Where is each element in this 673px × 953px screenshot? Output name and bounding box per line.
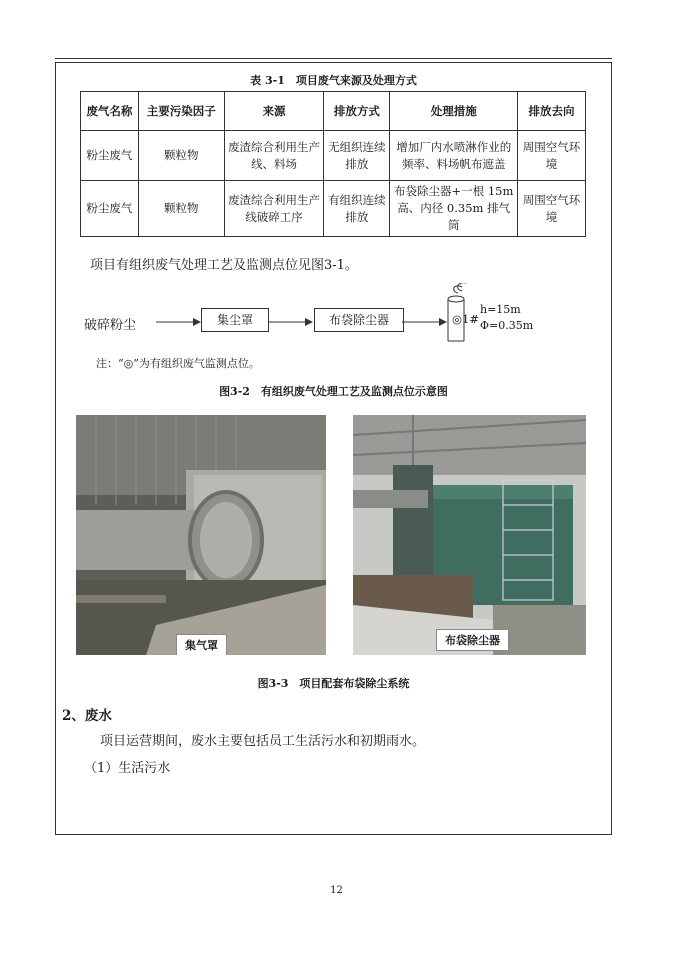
table-cell: 无组织连续排放 — [324, 131, 390, 181]
table-cell: 粉尘废气 — [81, 181, 139, 237]
table-cell: 颗粒物 — [138, 181, 224, 237]
table-row — [81, 131, 586, 181]
header-cell: 主要污染因子 — [138, 92, 224, 131]
table-cell: 增加厂内水喷淋作业的频率、料场帆布遮盖 — [390, 131, 518, 181]
figure-3-3-caption: 图3-3 项目配套布袋除尘系统 — [257, 677, 410, 690]
table-cell: 粉尘废气 — [81, 131, 139, 181]
bag-filter-photo — [353, 415, 586, 655]
stack-height-label: h=15m — [480, 303, 521, 316]
bag-filter-photo-label: 布袋除尘器 — [436, 629, 509, 651]
dust-hood-photo-label: 集气罩 — [176, 634, 227, 655]
table-cell: 周围空气环境 — [518, 181, 586, 237]
header-cell: 排放方式 — [324, 92, 390, 131]
table-cell: 周围空气环境 — [518, 131, 586, 181]
header-cell: 排放去向 — [518, 92, 586, 131]
dust-hood-illustration — [76, 415, 326, 655]
header-cell: 废气名称 — [81, 92, 139, 131]
bag-filter-box: 布袋除尘器 — [314, 308, 404, 332]
stack-diameter-label: Φ=0.35m — [480, 319, 534, 332]
header-cell: 处理措施 — [390, 92, 518, 131]
dust-hood-box: 集尘罩 — [201, 308, 269, 332]
table-cell: 废渣综合利用生产线、料场 — [224, 131, 324, 181]
intro-paragraph: 项目有组织废气处理工艺及监测点位见图3-1。 — [90, 258, 358, 273]
domestic-sewage-subheading: （1）生活污水 — [84, 761, 171, 776]
figure-3-2-caption: 图3-2 有组织废气处理工艺及监测点位示意图 — [219, 385, 448, 398]
table-cell: 布袋除尘器+一根 15m 高、内径 0.35m 排气筒 — [390, 181, 518, 237]
bag-filter-illustration — [353, 415, 586, 655]
header-cell: 来源 — [224, 92, 324, 131]
section-heading-wastewater: 2、废水 — [62, 708, 112, 724]
dust-hood-photo — [76, 415, 326, 655]
wastewater-paragraph: 项目运营期间，废水主要包括员工生活污水和初期雨水。 — [100, 734, 426, 749]
table-cell: 废渣综合利用生产线破碎工序 — [224, 181, 324, 237]
table-cell: 有组织连续排放 — [324, 181, 390, 237]
frame-top-rule — [55, 58, 612, 59]
flow-source-label: 破碎粉尘 — [84, 318, 137, 333]
table-cell: 颗粒物 — [138, 131, 224, 181]
page-number: 12 — [330, 885, 343, 896]
monitoring-point-label: ◎1# — [452, 312, 479, 326]
table-row — [81, 181, 586, 237]
table-caption: 表 3-1 项目废气来源及处理方式 — [250, 74, 417, 87]
table-header-row — [81, 92, 586, 131]
diagram-note: 注：“◎”为有组织废气监测点位。 — [96, 357, 260, 370]
emission-source-table — [80, 91, 586, 237]
